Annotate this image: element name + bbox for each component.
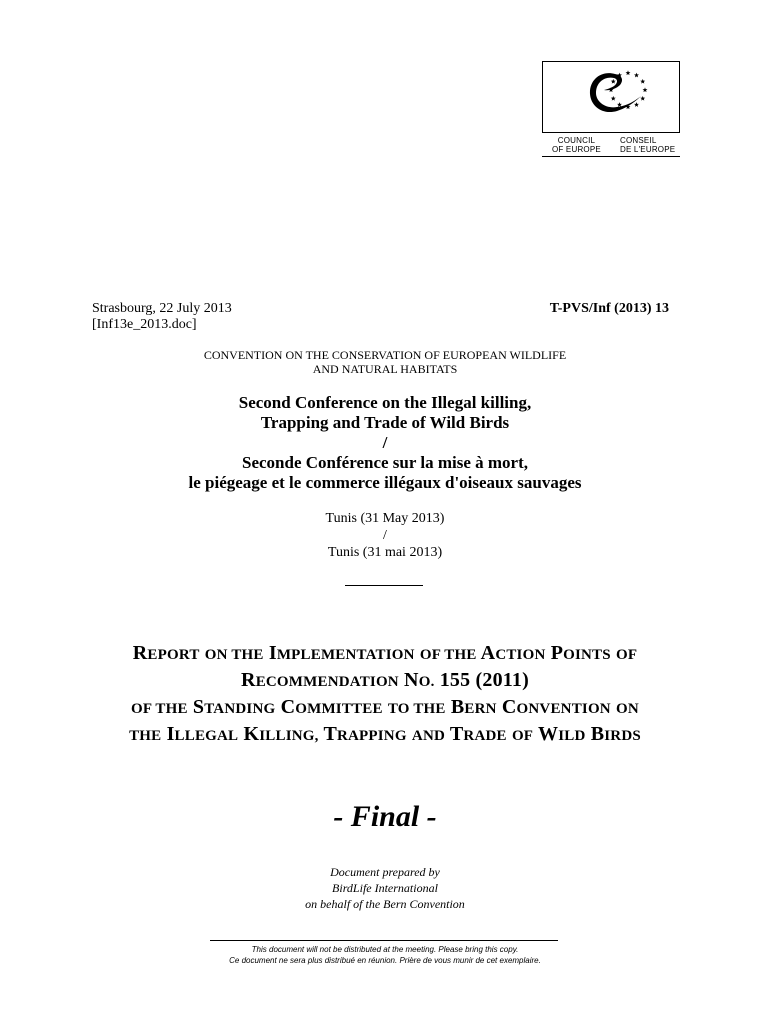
report-title-word: REPORT [132, 642, 200, 664]
star-icon [640, 79, 645, 84]
report-title-word: NO. [404, 669, 435, 691]
document-reference: T-PVS/Inf (2013) 13 [549, 301, 669, 316]
logo-caption [542, 136, 680, 157]
conference-separator: / [382, 433, 388, 452]
venue-english: Tunis (31 May 2013) [325, 511, 445, 526]
report-title-word: TRAPPING [323, 723, 407, 745]
report-title-word: TRADE [449, 723, 507, 745]
venue-date [0, 510, 770, 561]
report-title-line2 [60, 668, 710, 695]
report-title-word: AND [411, 728, 446, 744]
report-title-word: ACTION [480, 642, 546, 664]
star-icon [634, 73, 639, 78]
document-meta [92, 301, 232, 333]
report-title-word: ILLEGAL [166, 723, 239, 745]
convention-line1: CONVENTION ON THE CONSERVATION OF EUROPEAN WILDLIFE [203, 348, 567, 362]
star-icon [626, 70, 631, 75]
report-title-word: STANDING [192, 696, 276, 718]
star-icon [617, 102, 622, 107]
logo-french-line2: DE L'EUROPE [620, 145, 676, 154]
star-icon [640, 96, 645, 101]
report-title-word: 155 (2011) [439, 669, 529, 691]
convention-title [0, 348, 770, 376]
prepared-line3: on behalf of the Bern Convention [305, 897, 465, 911]
report-title-word: ON THE [204, 647, 264, 663]
report-title-word: OF [511, 728, 534, 744]
star-icon [634, 102, 639, 107]
footnote-french: Ce document ne sera plus distribué en réunion. Prière de vous munir de cet exemplaire. [229, 956, 541, 965]
logo-french-line1: CONSEIL [620, 136, 657, 145]
report-title-word: ON [616, 701, 639, 717]
report-title-word: RECOMMENDATION [241, 669, 399, 691]
report-title-word: IMPLEMENTATION [268, 642, 415, 664]
distribution-note [0, 944, 770, 966]
logo-english-line1: COUNCIL [557, 136, 596, 145]
report-title-word: COMMITTEE [280, 696, 383, 718]
star-icon [643, 87, 648, 92]
report-title-line3 [60, 695, 710, 722]
footnote-english: This document will not be distributed at the meeting. Please bring this copy. [251, 945, 519, 954]
prepared-by [0, 864, 770, 912]
report-title-word: POINTS [550, 642, 611, 664]
star-icon [611, 96, 616, 101]
file-name: [Inf13e_2013.doc] [92, 317, 197, 332]
venue-separator: / [383, 528, 387, 543]
footnote-rule [210, 940, 558, 941]
report-title [60, 641, 710, 749]
star-icon [611, 79, 616, 84]
report-title-word: BIRDS [590, 723, 641, 745]
council-of-europe-logo [542, 61, 680, 133]
report-title-word: TO THE [387, 701, 446, 717]
report-title-line1 [60, 641, 710, 668]
report-title-word: CONVENTION [501, 696, 611, 718]
prepared-line1: Document prepared by [330, 865, 440, 879]
place-date: Strasbourg, 22 July 2013 [92, 301, 232, 316]
conference-line2: Trapping and Trade of Wild Birds [260, 413, 510, 432]
report-title-word: BERN [450, 696, 497, 718]
report-title-word: OF THE [419, 647, 477, 663]
report-title-word: OF [616, 647, 638, 663]
report-title-word: KILLING, [243, 723, 319, 745]
letter-e-swoosh [590, 73, 641, 112]
convention-line2: AND NATURAL HABITATS [312, 362, 458, 376]
conference-line4: le piégeage et le commerce illégaux d'oiseaux sauvages [188, 473, 582, 492]
logo-english-line2: OF EUROPE [552, 145, 601, 154]
council-of-europe-emblem-icon [543, 62, 679, 132]
final-label: - Final - [333, 800, 437, 833]
report-title-word: WILD [538, 723, 586, 745]
report-title-word: THE [129, 728, 162, 744]
prepared-line2: BirdLife International [332, 881, 438, 895]
conference-line3: Seconde Conférence sur la mise à mort, [242, 453, 528, 472]
report-title-line4 [60, 722, 710, 749]
conference-title [0, 393, 770, 493]
venue-french: Tunis (31 mai 2013) [327, 545, 443, 560]
conference-line1: Second Conference on the Illegal killing, [238, 393, 532, 412]
separator-rule [345, 585, 423, 586]
report-title-word: OF THE [131, 701, 188, 717]
